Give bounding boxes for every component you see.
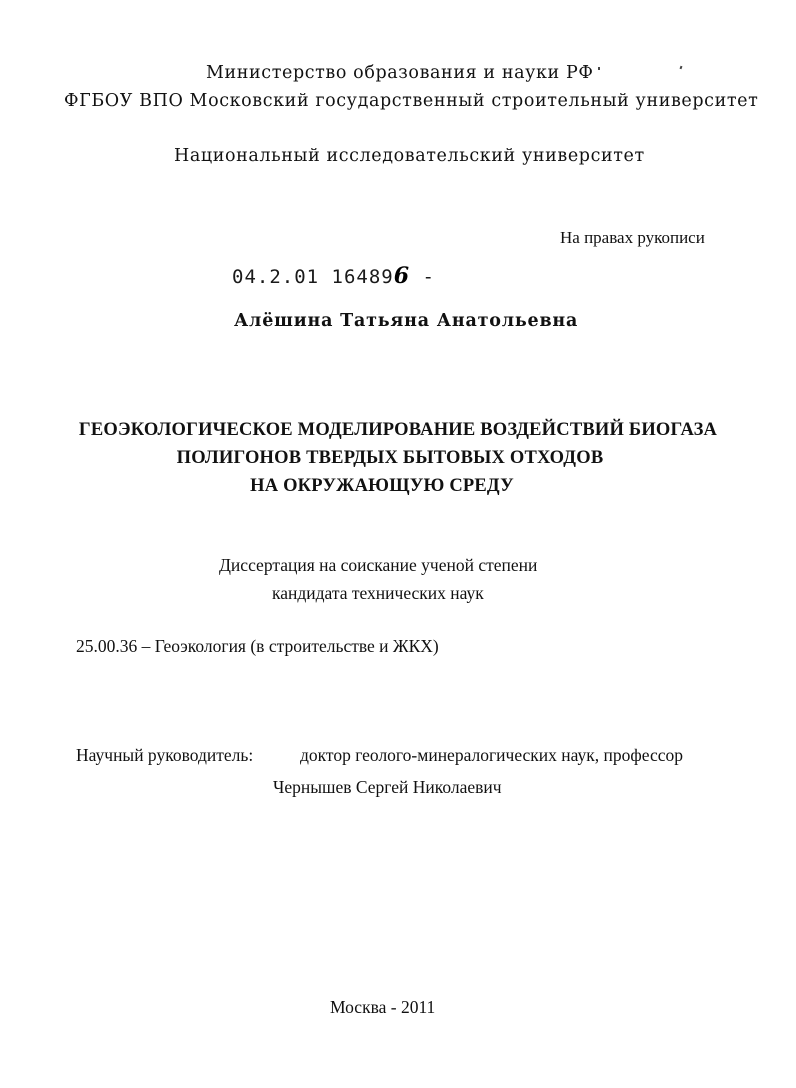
advisor-degree: доктор геолого-минералогических наук, профессор [300, 745, 683, 765]
ministry-heading: Министерство образования и науки РФ [206, 63, 594, 83]
place-and-year: Москва - 2011 [330, 997, 436, 1017]
thesis-title-line-3: НА ОКРУЖАЮЩУЮ СРЕДУ [250, 476, 514, 496]
degree-statement-line-1: Диссертация на соискание ученой степени [219, 555, 538, 575]
registry-handwritten-digit: 6 [393, 263, 411, 289]
registry-number-stamp [232, 263, 435, 289]
thesis-title-line-1: ГЕОЭКОЛОГИЧЕСКОЕ МОДЕЛИРОВАНИЕ ВОЗДЕЙСТВИЙ БИОГАЗА [78, 420, 718, 440]
author-name: Алёшина Татьяна Анатольевна [234, 311, 579, 331]
university-heading: ФГБОУ ВПО Московский государственный строительный университет [64, 91, 759, 111]
registry-printed-number: 04.2.01 16489 [232, 266, 394, 288]
thesis-title-line-2: ПОЛИГОНОВ ТВЕРДЫХ БЫТОВЫХ ОТХОДОВ [176, 448, 604, 468]
degree-statement-line-2: кандидата технических наук [272, 583, 484, 603]
scan-speck [680, 66, 683, 70]
manuscript-rights-note: На правах рукописи [560, 228, 705, 247]
advisor-label: Научный руководитель: [76, 745, 254, 765]
scan-speck [598, 67, 600, 70]
advisor-name: Чернышев Сергей Николаевич [273, 777, 502, 797]
specialty-code: 25.00.36 – Геоэкология (в строительстве и ЖКХ) [76, 636, 439, 656]
research-status-heading: Национальный исследовательский университет [174, 146, 645, 166]
registry-dash: - [422, 266, 435, 288]
